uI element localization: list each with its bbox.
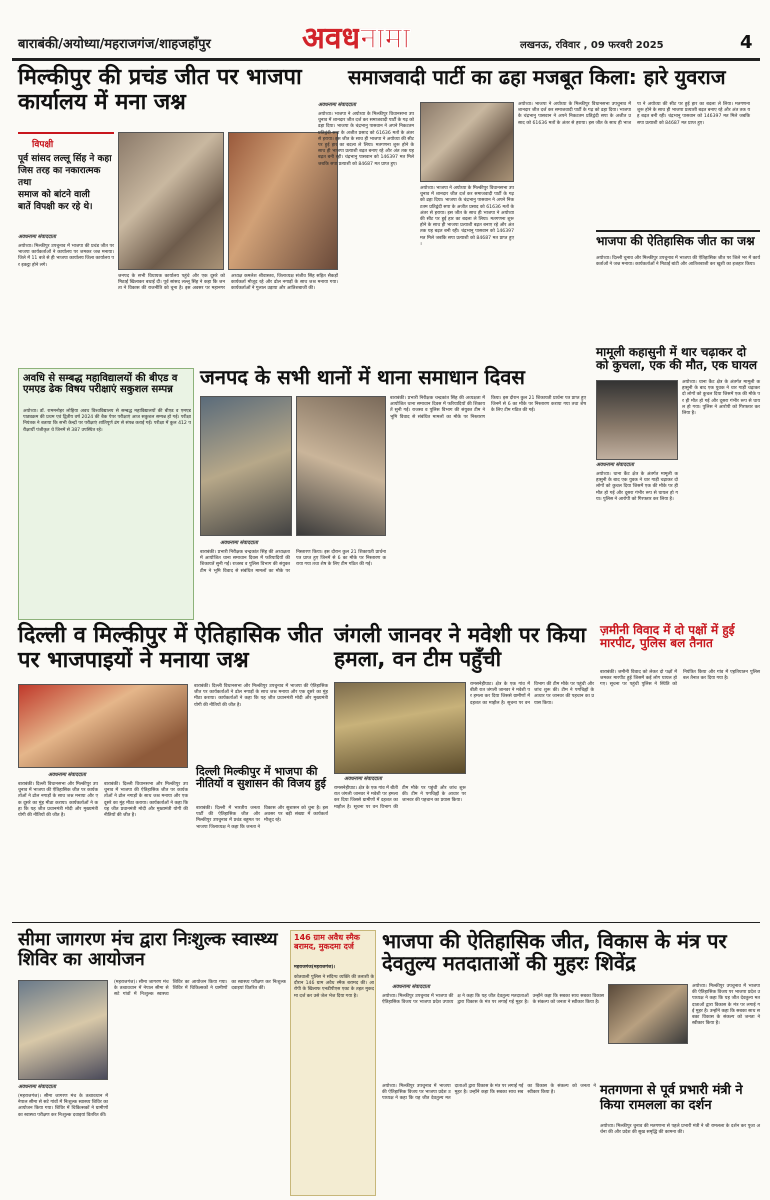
headline: समाजवादी पार्टी का ढहा मजबूत किला: हारे युवराज [348, 65, 726, 89]
article-bed-exam [18, 368, 194, 620]
logo-right: नामा [360, 21, 411, 56]
quote-box-title: विपक्षी [32, 140, 54, 150]
body-text: बाराबंकी। दिल्ली विधानसभा और मिल्कीपुर उपचुनाव में भाजपा की ऐतिहासिक जीत पर कार्यकर्ताओं ने ढोल नगाड़ों के साथ जश्न मनाया और एक दूसरे का मुंह मीठा कराया। कार्यकर्ताओं ने कहा कि यह जीत प्रधानमंत्री मोदी और मुख्यमंत्री योगी की नीतियों की जीत है। [194, 684, 328, 708]
headline: जंगली जानवर ने मवेशी पर किया हमला, वन टीम पहुँची [334, 623, 586, 671]
byline: अवधनामा संवाददाता [344, 776, 382, 782]
body-text: बाराबंकी। दिल्ली विधानसभा और मिल्कीपुर उपचुनाव में भाजपा की ऐतिहासिक जीत पर कार्यकर्ताओं ने ढोल नगाड़ों के साथ जश्न मनाया और एक दूसरे का मुंह मीठा कराया। कार्यकर्ताओं ने कहा कि यह जीत प्रधानमंत्री मोदी और मुख्यमंत्री योगी की नीतियों की जीत है। [104, 782, 188, 819]
article-smack-baramad [290, 930, 376, 1196]
article-neetiyon-vijay [196, 766, 328, 916]
article-zameeni-vivad [600, 624, 760, 920]
body-text: बाराबंकी। जमीनी विवाद को लेकर दो पक्षों में जमकर मारपीट हुई जिसमें कई लोग घायल हो गए। सूचना पर पहुंची पुलिस ने स्थिति को नियंत्रित किया और गांव में एहतियातन पुलिस बल तैनात कर दिया गया है। [600, 670, 760, 688]
body-text: बाराबंकी। प्रभारी निरीक्षक चन्द्रकांत सिंह की अध्यक्षता में आयोजित थाना समाधान दिवस में फरियादियों की शिकायतें सुनी गईं। राजस्व व पुलिस विभाग की संयुक्त टीम ने भूमि विवाद से संबंधित मामलों का मौके पर निस्तारण किया। इस दौरान कुल 21 शिकायती प्रार्थना पत्र प्राप्त हुए जिनमें से 6 का मौके पर निस्तारण कराया गया तथा शेष के लिए टीम गठित की गई। [390, 396, 586, 420]
lead-text: अयोध्या। मिल्कीपुर उपचुनाव में भाजपा की प्रचंड जीत पर भाजपा कार्यकर्ताओं ने कार्यालय पर जमकर जश्न मनाया। जिले में 11 बजे से ही भाजपा कार्यालय जिला कार्यालय पर इकट्ठा होने लगे। [18, 244, 114, 268]
byline: अवधनामा संवाददाता [596, 462, 634, 468]
headline: सीमा जागरण मंच द्वारा निःशुल्क स्वास्थ्य शिविर का आयोजन [18, 929, 278, 971]
headline: भाजपा की ऐतिहासिक जीत का जश्न [596, 234, 755, 248]
body-text: अयोध्या। भाजपा ने अयोध्या के मिल्कीपुर विधानसभा उपचुनाव में शानदार जीत दर्ज कर समाजवादी पार्टी के गढ़ को ढहा दिया। भाजपा के चंद्रभानु पासवान ने अपने निकटतम प्रतिद्वंदी सपा के अजीत प्रसाद को 61636 मतों के अंतर से हराया। इस जीत के साथ ही भाजपा ने अयोध्या की सीट पर हुई हार का बदला ले लिया। मतगणना शुरू होने के साथ ही भाजपा प्रत्याशी बढ़त बनाए रहे और अंत तक यह बढ़त बनी रही। चंद्रभानु पासवान को 146397 मत मिले जबकि सपा प्रत्याशी को 84687 मत प्राप्त हुए। [318, 112, 414, 167]
headline: जनपद के सभी थानों में थाना समाधान दिवस [200, 365, 525, 389]
body-text: अयोध्या। मिल्कीपुर उपचुनाव में भाजपा की ऐतिहासिक विजय पर भाजपा प्रदेश उपाध्यक्ष ने कहा कि यह जीत देवतुल्य मतदाताओं द्वारा विकास के मंत्र पर लगाई गई मुहर है। उन्होंने कहा कि सबका साथ सबका विकास के संकल्प को जनता ने स्वीकार किया है। [382, 1084, 596, 1102]
body-text: रामसनेहीघाट। क्षेत्र के एक गांव में बीती रात जंगली जानवर ने मवेशी पर हमला कर दिया जिससे ग्रामीणों में दहशत का माहौल है। सूचना पर वन विभाग की टीम मौके पर पहुंची और जांच शुरू की। टीम ने पगचिह्नों के आधार पर जानवर की पहचान का प्रयास किया। [334, 786, 466, 810]
body-text: (महराजगंज)। सीमा जागरण मंच के तत्वावधान में नेपाल सीमा से सटे गांवों में निःशुल्क स्वास्थ्य शिविर का आयोजन किया गया। शिविर में चिकित्सकों ने ग्रामीणों का स्वास्थ्य परीक्षण कर निःशुल्क दवाइयां वितरित कीं। [114, 980, 286, 998]
quote-line-1: पूर्व सांसद लल्लू सिंह ने कहा जिस तरह का नकारात्मक तथा [18, 154, 112, 188]
headline: भाजपा की ऐतिहासिक जीत, विकास के मंत्र पर देवतुल्य मतदाताओं की मुहरः शिवेंद्र [382, 929, 727, 976]
headline: मिल्कीपुर की प्रचंड जीत पर भाजपा कार्यालय में मना जश्न [18, 65, 302, 115]
headline: दिल्ली मिल्कीपुर में भाजपा की नीतियों व सुशासन की विजय हुई [196, 765, 326, 791]
article-photo [420, 102, 514, 182]
article-photo [334, 682, 466, 774]
article-photo [200, 396, 292, 536]
body-text: अयोध्या। थाना कैंट क्षेत्र के अंतर्गत मामूली कहासुनी के बाद एक युवक ने थार गाड़ी चढ़ाकर दो लोगों को कुचल दिया जिसमें एक की मौके पर ही मौत हो गई और दूसरा गंभीर रूप से घायल हो गया। पुलिस ने आरोपी को गिरफ्तार कर लिया है। [596, 472, 678, 502]
byline: अवधनामा संवाददाता [392, 984, 430, 990]
article-photo [608, 984, 688, 1044]
byline: अवधनामा संवाददाता [48, 772, 86, 778]
byline: अवधनामा संवाददाता [220, 540, 258, 546]
body-text: बाराबंकी। प्रभारी निरीक्षक चन्द्रकांत सिंह की अध्यक्षता में आयोजित थाना समाधान दिवस में फरियादियों की शिकायतें सुनी गईं। राजस्व व पुलिस विभाग की संयुक्त टीम ने भूमि विवाद से संबंधित मामलों का मौके पर निस्तारण किया। इस दौरान कुल 21 शिकायती प्रार्थना पत्र प्राप्त हुए जिनमें से 6 का मौके पर निस्तारण कराया गया तथा शेष के लिए टीम गठित की गई। [200, 550, 386, 574]
byline: अवधनामा संवाददाता [318, 102, 356, 108]
headline: 146 ग्राम अवैध स्मैक बरामद, मुकदमा दर्ज [294, 933, 360, 951]
quote-line-3: बातें विपक्षी कर रहे थे। [18, 202, 93, 212]
body-text: (महराजगंज)। सीमा जागरण मंच के तत्वावधान में नेपाल सीमा से सटे गांवों में निःशुल्क स्वास्थ्य शिविर का आयोजन किया गया। शिविर में चिकित्सकों ने ग्रामीणों का स्वास्थ्य परीक्षण कर निःशुल्क दवाइयां वितरित कीं। [18, 1094, 108, 1118]
headline: दिल्ली व मिल्कीपुर में ऐतिहासिक जीत पर भाजपाइयों ने मनाया जश्न [18, 623, 323, 673]
article-swasthya-shivir [18, 930, 286, 1196]
article-photo [118, 132, 224, 270]
article-ramlala-darshan [600, 1084, 760, 1196]
dateline: लखनऊ, रविवार , 09 फरवरी 2025 [520, 40, 664, 51]
masthead-cities: बाराबंकी/अयोध्या/महराजगंज/शाहजहाँपुर [18, 37, 211, 52]
body-text: अयोध्या। मिल्कीपुर चुनाव की मतगणना से पहले प्रभारी मंत्री ने श्री रामलला के दर्शन कर पूजा अर्चना की और प्रदेश की सुख समृद्धि की कामना की। [600, 1124, 760, 1136]
article-jangli-janwar [334, 624, 594, 916]
logo [302, 16, 462, 58]
quote-box [18, 132, 114, 230]
masthead-rule [12, 58, 760, 61]
article-photo [18, 684, 188, 768]
article-aitihasik-jeet [596, 230, 760, 340]
section-divider [12, 922, 760, 923]
body-text: कोतवाली पुलिस ने संदिग्ध व्यक्ति की तलाशी के दौरान 146 ग्राम अवैध स्मैक बरामद की। आरोपी के खिलाफ एनडीपीएस एक्ट के तहत मुकदमा दर्ज कर उसे जेल भेज दिया गया है। [294, 975, 374, 999]
body-text: रामसनेहीघाट। क्षेत्र के एक गांव में बीती रात जंगली जानवर ने मवेशी पर हमला कर दिया जिससे ग्रामीणों में दहशत का माहौल है। सूचना पर वन विभाग की टीम मौके पर पहुंची और जांच शुरू की। टीम ने पगचिह्नों के आधार पर जानवर की पहचान का प्रयास किया। [470, 682, 594, 706]
article-photo [18, 980, 108, 1080]
masthead [0, 0, 770, 62]
body-text: बाराबंकी। दिल्ली में भारतीय जनता पार्टी की ऐतिहासिक जीत और मिल्कीपुर उपचुनाव में प्रचंड बहुमत पर भाजपा जिलाध्यक्ष ने कहा कि जनता ने विकास और सुशासन को चुना है। इस अवसर पर बड़ी संख्या में कार्यकर्ता मौजूद रहे। [196, 806, 328, 830]
body-text: अयोध्या। मिल्कीपुर उपचुनाव में भाजपा की ऐतिहासिक विजय पर भाजपा प्रदेश उपाध्यक्ष ने कहा कि यह जीत देवतुल्य मतदाताओं द्वारा विकास के मंत्र पर लगाई गई मुहर है। उन्होंने कहा कि सबका साथ सबका विकास के संकल्प को जनता ने स्वीकार किया है। [382, 994, 604, 1006]
byline: अवधनामा संवाददाता [18, 234, 56, 240]
body-text: अयोध्या। भाजपा ने अयोध्या के मिल्कीपुर विधानसभा उपचुनाव में शानदार जीत दर्ज कर समाजवादी पार्टी के गढ़ को ढहा दिया। भाजपा के चंद्रभानु पासवान ने अपने निकटतम प्रतिद्वंदी सपा के अजीत प्रसाद को 61636 मतों के अंतर से हराया। इस जीत के साथ ही भाजपा ने अयोध्या की सीट पर हुई हार का बदला ले लिया। मतगणना शुरू होने के साथ ही भाजपा प्रत्याशी बढ़त बनाए रहे और अंत तक यह बढ़त बनी रही। चंद्रभानु पासवान को 146397 मत मिले जबकि सपा प्रत्याशी को 84687 मत प्राप्त हुए। [420, 186, 514, 247]
article-photo [596, 380, 678, 460]
quote-line-2: समाज को बांटने वाली [18, 190, 90, 200]
byline: अवधनामा संवाददाता [18, 1084, 56, 1090]
body-text: अयोध्या। भाजपा ने अयोध्या के मिल्कीपुर विधानसभा उपचुनाव में शानदार जीत दर्ज कर समाजवादी पार्टी के गढ़ को ढहा दिया। भाजपा के चंद्रभानु पासवान ने अपने निकटतम प्रतिद्वंदी सपा के अजीत प्रसाद को 61636 मतों के अंतर से हराया। इस जीत के साथ ही भाजपा ने अयोध्या की सीट पर हुई हार का बदला ले लिया। मतगणना शुरू होने के साथ ही भाजपा प्रत्याशी बढ़त बनाए रहे और अंत तक यह बढ़त बनी रही। चंद्रभानु पासवान को 146397 मत मिले जबकि सपा प्रत्याशी को 84687 मत प्राप्त हुए। [518, 102, 750, 126]
body-text: अयोध्या। थाना कैंट क्षेत्र के अंतर्गत मामूली कहासुनी के बाद एक युवक ने थार गाड़ी चढ़ाकर दो लोगों को कुचल दिया जिसमें एक की मौके पर ही मौत हो गई और दूसरा गंभीर रूप से घायल हो गया। पुलिस ने आरोपी को गिरफ्तार कर लिया है। [682, 380, 760, 417]
headline: ज़मीनी विवाद में दो पक्षों में हुई मारपीट, पुलिस बल तैनात [600, 623, 735, 651]
body-text: जनपद के सभी विधायक कार्यालय पहुंचे और एक दूसरे को मिठाई खिलाकर बधाई दी। पूर्व सांसद लल्लू सिंह ने कहा कि जनता ने विकास की राजनीति को चुना है। इस अवसर पर महानगर अध्यक्ष कमलेश श्रीवास्तव, जिलाध्यक्ष संजीव सिंह सहित सैकड़ों कार्यकर्ता मौजूद रहे और ढोल नगाड़ों के साथ जश्न मनाया गया। कार्यकर्ताओं ने गुलाल उड़ाया और आतिशबाजी की। [118, 274, 338, 292]
article-samadhan-diwas [200, 366, 590, 618]
body-text: अयोध्या। दिल्ली चुनाव और मिल्कीपुर उपचुनाव में भाजपा की ऐतिहासिक जीत पर जिले भर में कार्यकर्ताओं ने जश्न मनाया। कार्यकर्ताओं ने मिठाई बांटी और आतिशबाजी कर खुशी का इजहार किया। [596, 256, 760, 268]
body-text: बाराबंकी। दिल्ली विधानसभा और मिल्कीपुर उपचुनाव में भाजपा की ऐतिहासिक जीत पर कार्यकर्ताओं ने ढोल नगाड़ों के साथ जश्न मनाया और एक दूसरे का मुंह मीठा कराया। कार्यकर्ताओं ने कहा कि यह जीत प्रधानमंत्री मोदी और मुख्यमंत्री योगी की नीतियों की जीत है। [18, 782, 98, 819]
headline: अवधि से सम्बद्ध महाविद्यालयों की बीएड व एमएड ढेक विषय परीक्षाएं सकुशल सम्पन्न [23, 373, 178, 396]
body-text: अयोध्या। मिल्कीपुर उपचुनाव में भाजपा की ऐतिहासिक विजय पर भाजपा प्रदेश उपाध्यक्ष ने कहा कि यह जीत देवतुल्य मतदाताओं द्वारा विकास के मंत्र पर लगाई गई मुहर है। उन्होंने कहा कि सबका साथ सबका विकास के संकल्प को जनता ने स्वीकार किया है। [692, 984, 760, 1027]
article-photo [296, 396, 386, 536]
logo-left: अवध [302, 21, 361, 56]
body-text: अयोध्या। डॉ. राममनोहर लोहिया अवध विश्वविद्यालय से सम्बद्ध महाविद्यालयों की बीएड व एमएड पाठ्यक्रम की प्रथम एवं द्वितीय वर्ष 2024 की बैक पेपर परीक्षाएं आज सकुशल सम्पन्न हो गई। परीक्षा नियंत्रक ने बताया कि सभी केन्द्रों पर परीक्षाएं शांतिपूर्ण ढंग से संपन्न कराई गईं। परीक्षा में कुल 412 परीक्षार्थी पंजीकृत थे जिनमें से 387 उपस्थित रहे। [23, 409, 191, 433]
article-shivendra [382, 930, 760, 1080]
headline: मतगणना से पूर्व प्रभारी मंत्री ने किया रामलला का दर्शन [600, 1083, 743, 1113]
article-thar-kuchla [596, 346, 760, 618]
page-number: 4 [740, 32, 753, 53]
article-milkipur-jashn [18, 66, 338, 366]
headline: मामूली कहासुनी में थार चढ़ाकर दो को कुचला, एक की मौत, एक घायल [596, 345, 758, 373]
dateline: महराजगंज(महराजगंज)। [294, 965, 336, 970]
